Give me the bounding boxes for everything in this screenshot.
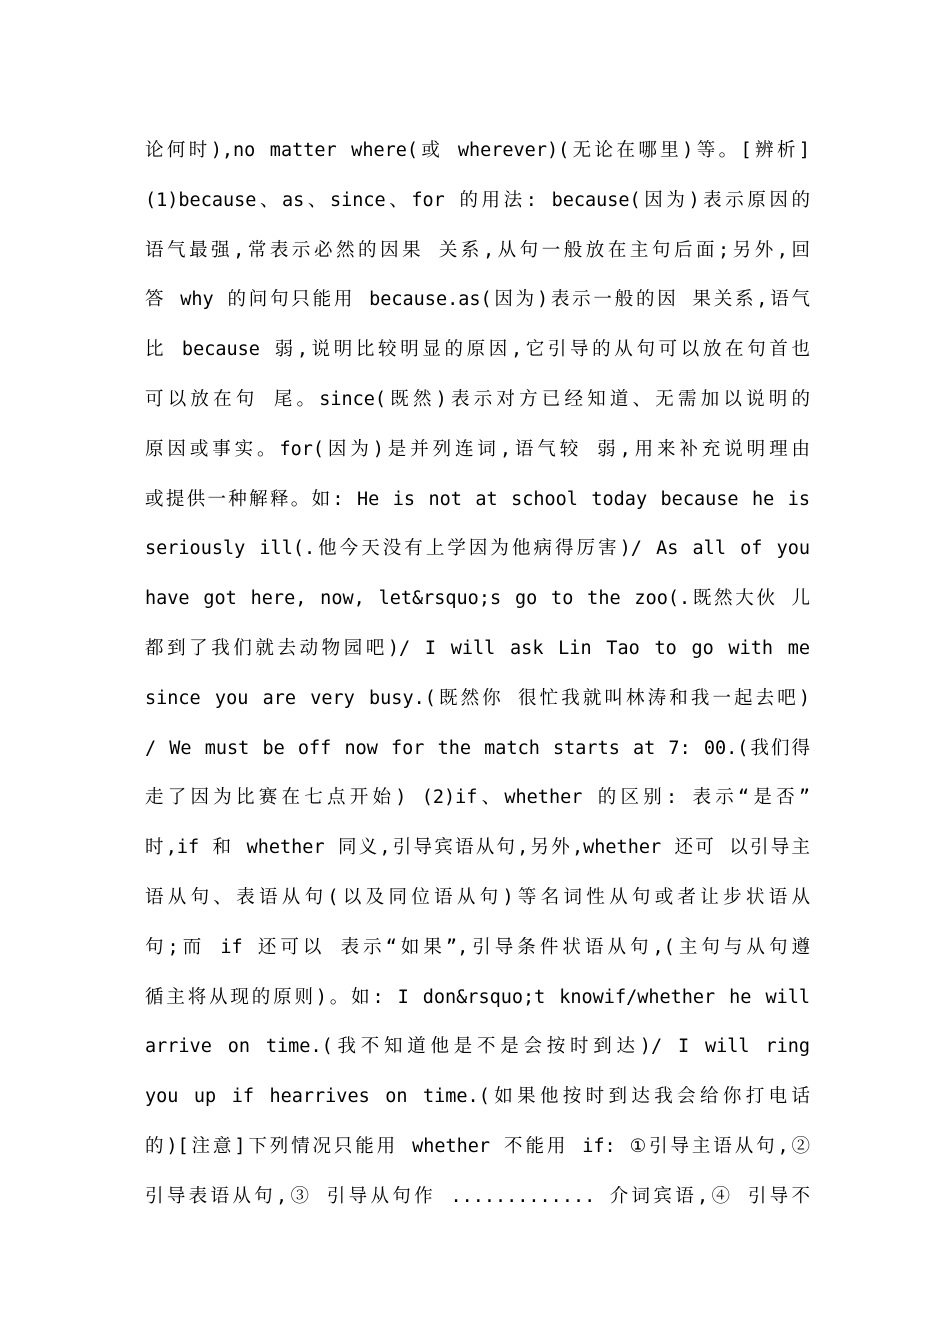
text-line: (1)because、as、since、for 的用法: because(因为)表示原因的 (145, 189, 810, 211)
text-line: 走了因为比赛在七点开始) (2)if、whether 的区别: 表示“是否” (145, 787, 810, 809)
text-line: 句;而 if 还可以 表示“如果”,引导条件状语从句,(主句与从句遵 (145, 936, 810, 958)
text-line: 循主将从现的原则)。如: I don&rsquo;t knowif/whether he will (145, 986, 810, 1008)
text-line: 可以放在句 尾。since(既然)表示对方已经知道、无需加以说明的 (145, 388, 810, 410)
text-line: you up if hearrives on time.(如果他按时到达我会给你打电话 (145, 1086, 810, 1108)
text-line: 语气最强,常表示必然的因果 关系,从句一般放在主句后面;另外,回 (145, 239, 810, 261)
text-line: 原因或事实。for(因为)是并列连词,语气较 弱,用来补充说明理由 (145, 438, 810, 460)
text-line: 答 why 的问句只能用 because.as(因为)表示一般的因 果关系,语气 (145, 289, 810, 311)
text-line: 或提供一种解释。如: He is not at school today because he is (145, 488, 810, 510)
text-line: 语从句、表语从句(以及同位语从句)等名词性从句或者让步状语从 (145, 886, 810, 908)
text-line: 的)[注意]下列情况只能用 whether 不能用 if: ①引导主语从句,② (145, 1135, 810, 1157)
text-line: have got here, now, let&rsquo;s go to the zoo(.既然大伙 儿 (145, 588, 810, 610)
body-text (145, 126, 810, 1222)
text-line: / We must be off now for the match starts at 7: 00.(我们得 (145, 737, 810, 759)
text-line: 论何时),no matter where(或 wherever)(无论在哪里)等。[辨析] (145, 140, 810, 161)
text-line: 都到了我们就去动物园吧)/ I will ask Lin Tao to go with me (145, 637, 810, 659)
text-line: arrive on time.(我不知道他是不是会按时到达)/ I will ring (145, 1036, 810, 1058)
text-line: 引导表语从句,③ 引导从句作 ............. 介词宾语,④ 引导不 (145, 1185, 810, 1207)
text-line: since you are very busy.(既然你 很忙我就叫林涛和我一起去吧) (145, 687, 810, 709)
text-line: 时,if 和 whether 同义,引导宾语从句,另外,whether 还可 以引导主 (145, 837, 810, 859)
text-line: 比 because 弱,说明比较明显的原因,它引导的从句可以放在句首也 (145, 339, 810, 361)
text-line: seriously ill(.他今天没有上学因为他病得厉害)/ As all of you (145, 538, 810, 560)
